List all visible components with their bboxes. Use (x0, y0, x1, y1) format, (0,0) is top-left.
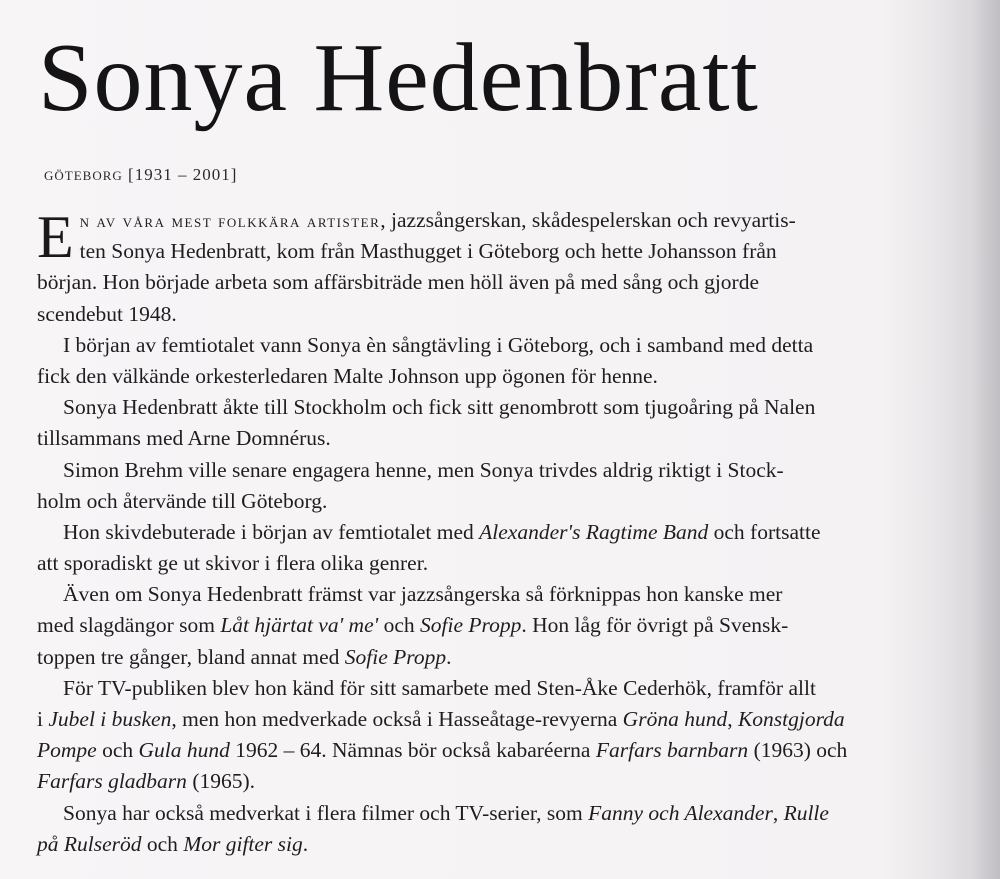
show-title: Gula hund (138, 738, 230, 763)
text-run: , men hon medverkade också i Hasseåtage-revyerna (171, 707, 623, 731)
paragraph-line: Även om Sonya Hedenbratt främst var jazzsångerska så förknippas hon kanske mer (63, 582, 783, 607)
text-run: Sonya har också medverkat i flera filmer och TV-serier, som (63, 800, 589, 825)
text-run: med slagdängor som (37, 613, 221, 638)
song-title: Alexander's Ragtime Band (479, 519, 709, 544)
show-title: Farfars barnbarn (595, 738, 749, 763)
song-title: Sofie Propp (344, 644, 447, 669)
paragraph-line (37, 610, 967, 641)
paragraph-line (37, 704, 967, 735)
paragraph-line: För TV-publiken blev hon känd för sitt samarbete med Sten-Åke Cederhök, framför allt (63, 675, 816, 700)
text-run: , (772, 800, 784, 825)
paragraph-line: scendebut 1948. (37, 301, 177, 326)
show-title: Pompe (37, 738, 97, 763)
text-run: (1965). (186, 769, 256, 794)
text-run: och (96, 738, 139, 763)
text-run: och (378, 613, 421, 638)
paragraph-line: fick den välkände orkesterledaren Malte Johnson upp ögonen för henne. (37, 363, 658, 388)
birthplace: göteborg (44, 164, 123, 185)
subtitle-place-years (44, 164, 237, 186)
paragraph-line: tillsammans med Arne Domnérus. (37, 426, 331, 451)
page-title: Sonya Hedenbratt (38, 24, 759, 132)
paragraph-line: I början av femtiotalet vann Sonya èn sångtävling i Göteborg, och i samband med detta (63, 332, 814, 357)
text-run: och fortsatte (708, 519, 821, 544)
paragraph-line: början. Hon började arbeta som affärsbiträde men höll även på med sång och gjorde (37, 270, 759, 295)
paragraph-line (37, 517, 967, 548)
paragraph-8 (37, 798, 967, 860)
article-body (37, 205, 967, 860)
text-run: och (141, 831, 184, 856)
show-title: Farfars gladbarn (37, 769, 187, 794)
paragraph-1 (37, 205, 967, 330)
show-title: Konstgjorda (737, 707, 845, 731)
paragraph-4 (37, 455, 967, 517)
paragraph-line (37, 766, 967, 797)
text-run: i (37, 707, 49, 731)
paragraph-line: Simon Brehm ville senare engagera henne, men Sonya trivdes aldrig riktigt i Stock- (63, 457, 784, 482)
paragraph-line (37, 735, 967, 766)
paragraph-line (37, 205, 967, 236)
paragraph-3 (37, 392, 967, 454)
text-run: toppen tre gånger, bland annat med (37, 644, 345, 669)
paragraph-6 (37, 579, 967, 673)
paragraph-line: holm och återvände till Göteborg. (37, 488, 328, 513)
film-title: Mor gifter sig (183, 831, 303, 856)
text-run: . (446, 644, 452, 669)
text-run: . (302, 831, 309, 856)
paragraph-5 (37, 517, 967, 579)
paragraph-line (37, 829, 967, 860)
text-run: , jazzsångerskan, skådespelerskan och revyartis- (380, 208, 796, 232)
paragraph-7 (37, 673, 967, 798)
film-title: Rulle (783, 800, 829, 825)
text-run: , (727, 707, 738, 731)
life-years: [1931 – 2001] (128, 165, 238, 184)
paragraph-line: att sporadiskt ge ut skivor i flera olika genrer. (37, 551, 429, 576)
paragraph-line (37, 798, 967, 829)
text-run: . Hon låg för övrigt på Svensk- (521, 613, 789, 638)
lead-small-caps: n av våra mest folkkära artister (79, 211, 381, 231)
text-run: 1962 – 64. Nämnas bör också kabaréerna (229, 738, 596, 763)
paragraph-line: ten Sonya Hedenbratt, kom från Masthugget i Göteborg och hette Johansson från (79, 239, 777, 264)
song-title: Sofie Propp (420, 613, 522, 638)
text-run: (1963) och (748, 738, 848, 763)
film-title: Fanny och Alexander (588, 800, 773, 825)
song-title: Låt hjärtat va' me' (220, 613, 379, 638)
paragraph-line: Sonya Hedenbratt åkte till Stockholm och fick sitt genombrott som tjugoåring på Nalen (63, 395, 816, 420)
film-title: på Rulseröd (37, 831, 142, 856)
show-title: Gröna hund (622, 707, 728, 731)
paragraph-line (37, 642, 967, 673)
show-title: Jubel i busken (48, 707, 172, 731)
text-run: Hon skivdebuterade i början av femtiotalet med (63, 519, 480, 544)
paragraph-2 (37, 330, 967, 392)
drop-cap: E (37, 204, 74, 270)
